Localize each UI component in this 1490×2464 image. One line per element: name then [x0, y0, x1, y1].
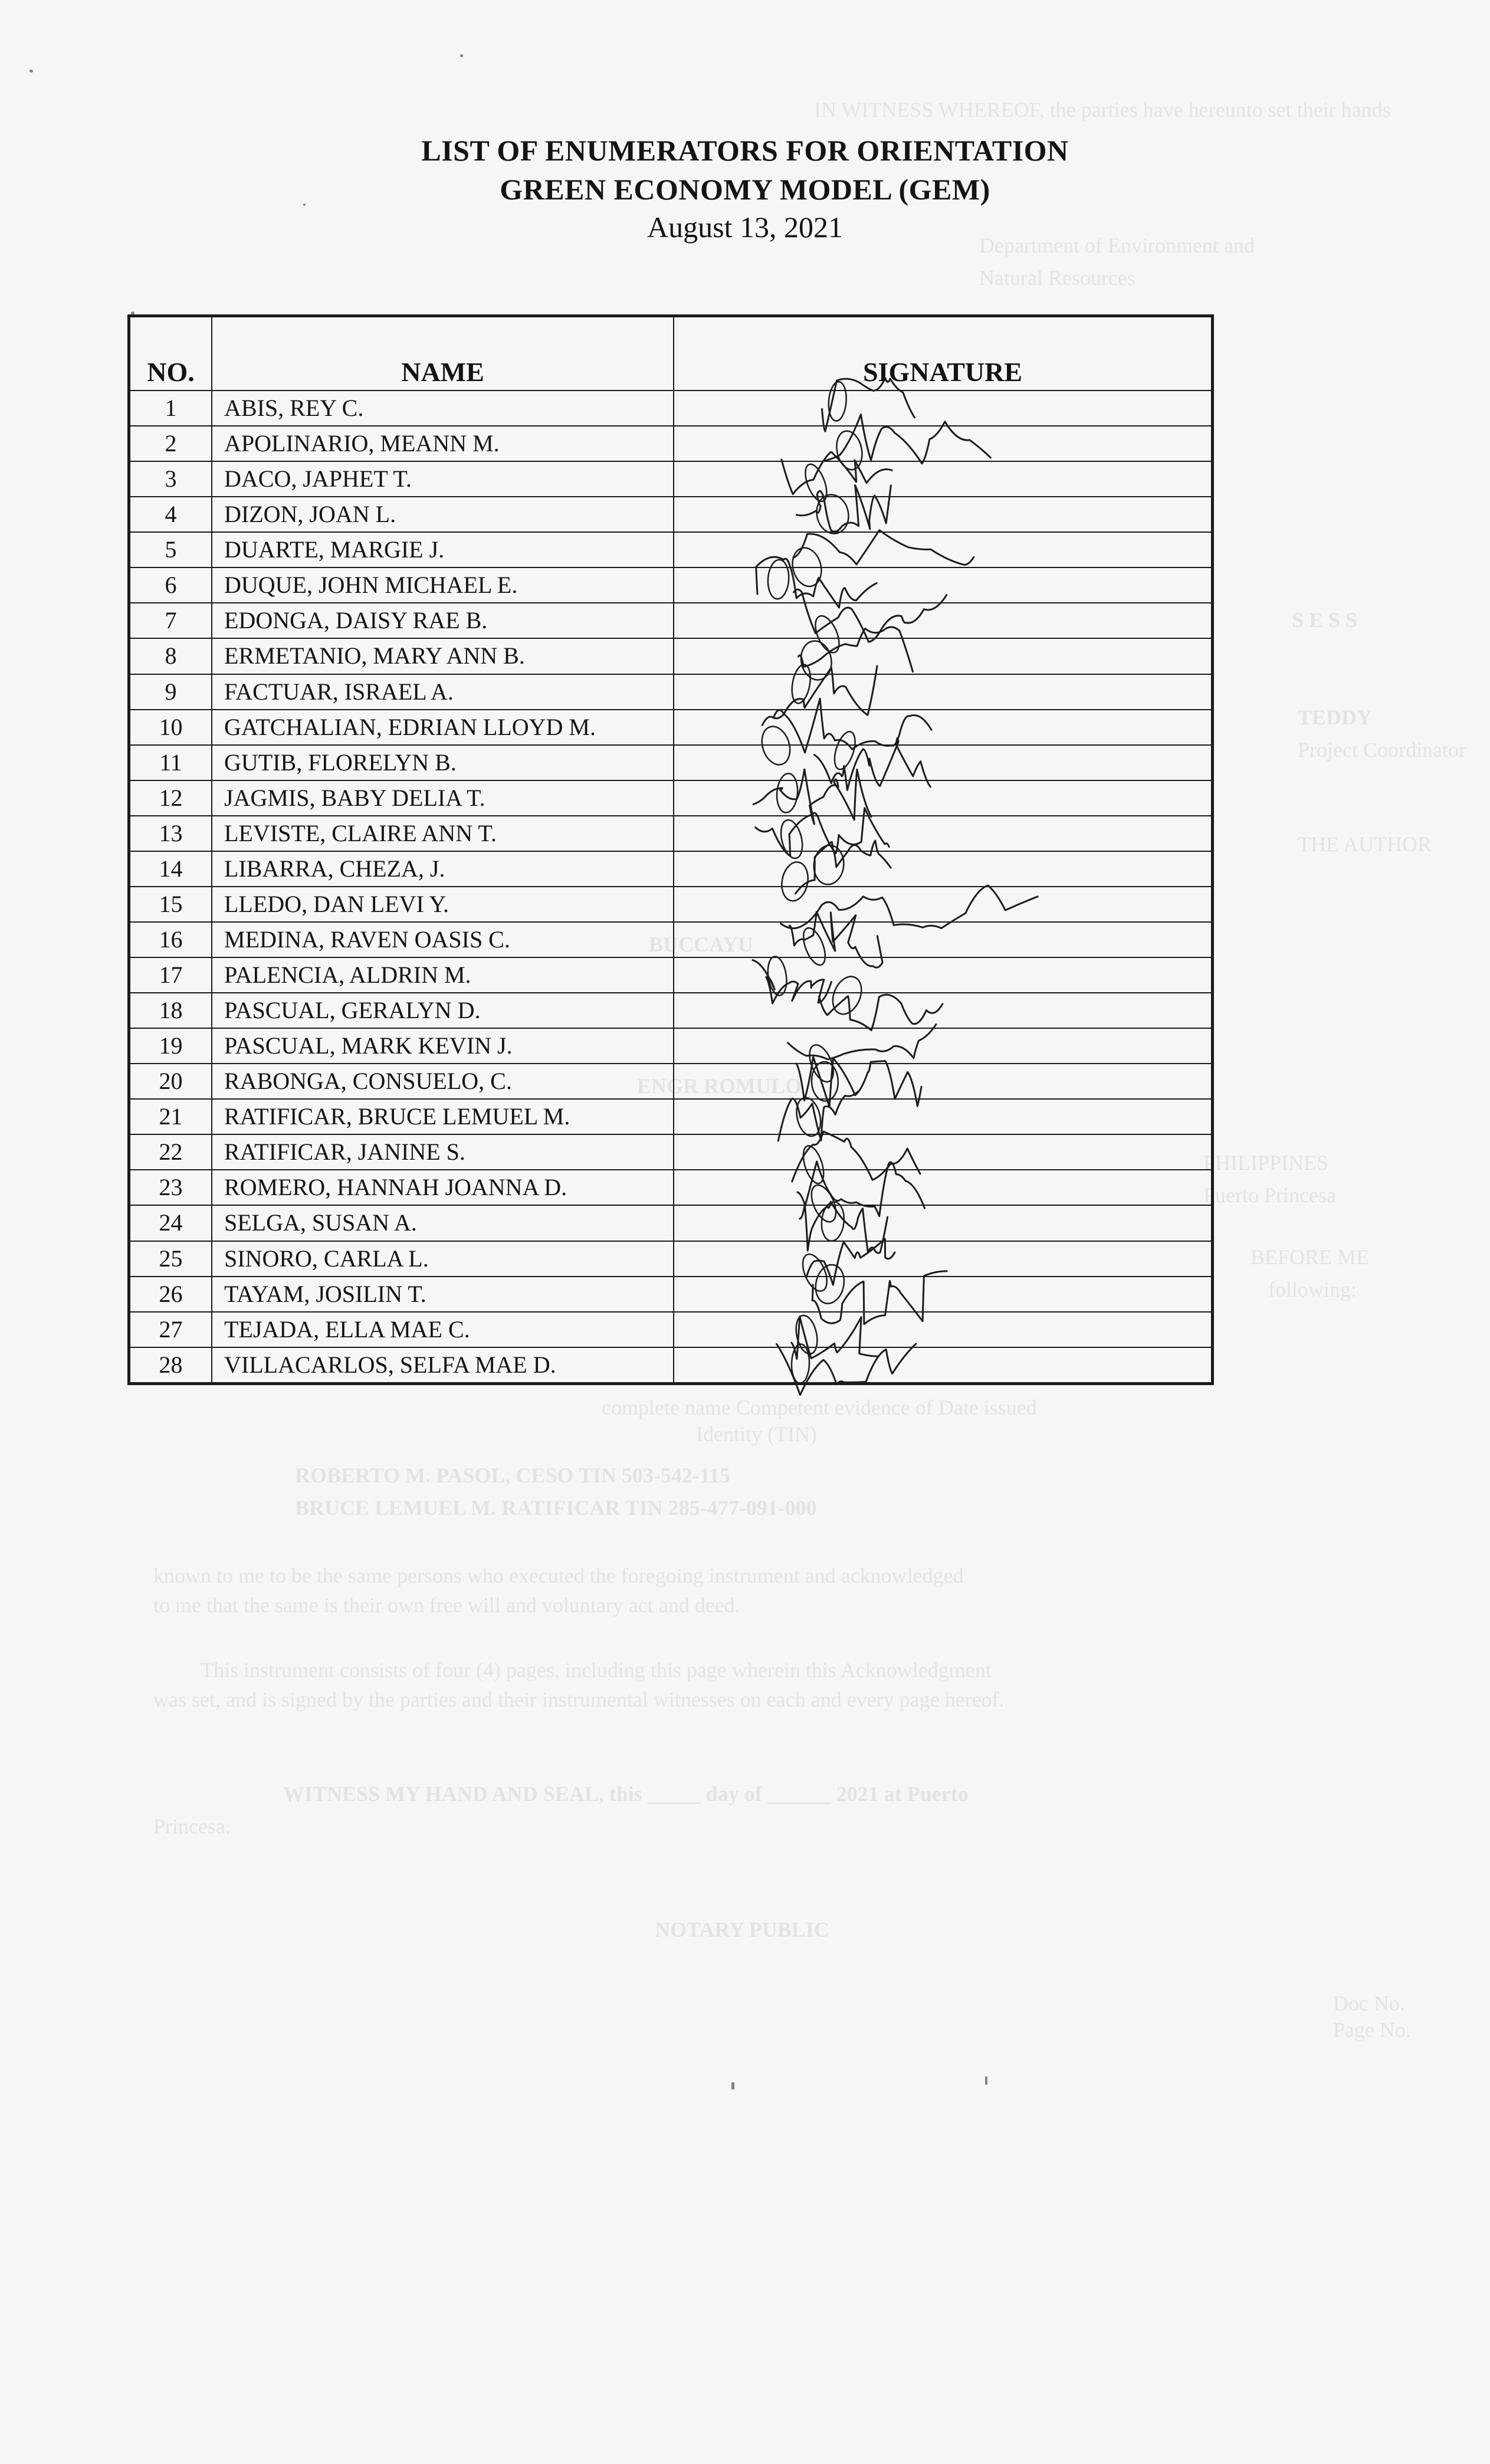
- signature-cell: [674, 567, 1212, 603]
- signature-cell: [674, 1028, 1212, 1064]
- row-number: 6: [130, 567, 212, 603]
- table-row: [130, 851, 1212, 887]
- enumerators-table: [127, 314, 1214, 1385]
- document-date: August 13, 2021: [647, 211, 843, 244]
- table-row: [130, 1064, 1212, 1099]
- row-number: 11: [130, 745, 212, 780]
- row-number: 28: [130, 1347, 212, 1383]
- signature-cell: [674, 391, 1212, 426]
- table-row: [130, 1099, 1212, 1134]
- row-number: 15: [130, 887, 212, 922]
- signature-cell: [674, 887, 1212, 922]
- row-number: 16: [130, 922, 212, 957]
- signature-cell: [674, 816, 1212, 851]
- table-row: [130, 567, 1212, 603]
- signature-cell: [674, 1347, 1212, 1383]
- table-row: [130, 1205, 1212, 1241]
- enumerator-name: TEJADA, ELLA MAE C.: [212, 1312, 674, 1347]
- table-row: [130, 922, 1212, 957]
- enumerator-name: LLEDO, DAN LEVI Y.: [212, 887, 674, 922]
- signature-cell: [674, 1205, 1212, 1241]
- enumerator-name: DIZON, JOAN L.: [212, 497, 674, 532]
- signature-cell: [674, 851, 1212, 887]
- enumerator-name: ABIS, REY C.: [212, 391, 674, 426]
- row-number: 17: [130, 957, 212, 993]
- enumerator-name: LIBARRA, CHEZA, J.: [212, 851, 674, 887]
- row-number: 7: [130, 603, 212, 638]
- signature-cell: [674, 426, 1212, 461]
- signature-cell: [674, 1170, 1212, 1205]
- signature-cell: [674, 1277, 1212, 1312]
- enumerator-name: GATCHALIAN, EDRIAN LLOYD M.: [212, 710, 674, 745]
- enumerator-name: DACO, JAPHET T.: [212, 461, 674, 497]
- document-subtitle: GREEN ECONOMY MODEL (GEM): [500, 173, 990, 206]
- table-row: [130, 745, 1212, 780]
- row-number: 5: [130, 532, 212, 567]
- signature-cell: [674, 497, 1212, 532]
- enumerator-name: RABONGA, CONSUELO, C.: [212, 1064, 674, 1099]
- header-name: NAME: [212, 317, 674, 391]
- document-page: IN WITNESS WHEREOF, the parties have hereunto set their hands Department of Environment and Natural Resources S E S S TEDDY Project Coordinator THE AUTHOR BUCCAYU ENGR ROMULO PHILIPPINES Puerto Princesa BEFORE ME following: complete name Competent evidence of Date issued Identity (TIN) ROBERTO M. PASOL, CESO TIN 503-542-115 BRUCE LEMUEL M. RATIFICAR TIN 285-477-091-000 known to me to be the same persons who executed the foregoing instrument and acknowledged to me that the same is their own free will and voluntary act and deed. This instrument consists of four (4) pages, including this page wherein this Acknowledgment was set, and is signed by the parties and their instrumental witnesses on each and every page hereof. WITNESS MY HAND AND SEAL, this _____ day of ______ 2021 at Puerto Princesa. NOTARY PUBLIC Doc No. Page No. LIST OF ENUMERATORS FOR ORIENTATION GREEN ECONOMY MODEL (GEM) August 13, 2021 NO. NAME SIGNATURE 1 ABIS, REY C. 2 APOLINARIO, MEANN M. 3 DACO, JAPHET T. 4 DIZON, JOAN L. 5 DUARTE, MARGIE J. 6 DUQUE, JOHN MICHAEL E. 7 EDONGA, DAISY RAE B. 8 ERMETANIO, MARY ANN B. 9 FACTUAR, ISRAEL A. 10 GATCHALIAN, EDRIAN LLOYD M. 11 GUTIB, FLORELYN B. 12 JAGMIS, BABY DELIA T. 13 LEVISTE, CLAIRE ANN T. 14 LIBARRA, CHEZA, J. 15 LLEDO, DAN LEVI Y. 16 MEDINA, RAVEN OASIS C. 17 PALENCIA, ALDRIN M. 18 PASCUAL, GERALYN D. 19 PASCUAL, MARK KEVIN J. 20 RABONGA, CONSUELO, C. 21 RATIFICAR, BRUCE LEMUEL M. 22 RATIFICAR, JANINE S. 23 ROMERO, HANNAH JOANNA D. 24 SELGA, SUSAN A. 25 SINORO, CARLA L. 26 TAYAM, JOSILIN T. 27 TEJADA, ELLA MAE C. 28 VILLACARLOS, SELFA MAE D.: [0, 0, 1490, 2464]
- table-row: [130, 1028, 1212, 1064]
- signature-cell: [674, 745, 1212, 780]
- table-body: [130, 391, 1212, 1383]
- row-number: 10: [130, 710, 212, 745]
- table-row: [130, 674, 1212, 710]
- row-number: 19: [130, 1028, 212, 1064]
- row-number: 4: [130, 497, 212, 532]
- table-row: [130, 1170, 1212, 1205]
- table-row: [130, 1312, 1212, 1347]
- signature-cell: [674, 1241, 1212, 1277]
- table-row: [130, 532, 1212, 567]
- row-number: 21: [130, 1099, 212, 1134]
- table-row: [130, 1277, 1212, 1312]
- row-number: 20: [130, 1064, 212, 1099]
- enumerator-name: PALENCIA, ALDRIN M.: [212, 957, 674, 993]
- signature-cell: [674, 780, 1212, 816]
- row-number: 9: [130, 674, 212, 710]
- table-row: [130, 461, 1212, 497]
- enumerator-name: ERMETANIO, MARY ANN B.: [212, 638, 674, 674]
- signature-cell: [674, 993, 1212, 1028]
- row-number: 23: [130, 1170, 212, 1205]
- table-row: [130, 780, 1212, 816]
- enumerator-name: PASCUAL, MARK KEVIN J.: [212, 1028, 674, 1064]
- enumerator-name: DUARTE, MARGIE J.: [212, 532, 674, 567]
- header-no: NO.: [130, 317, 212, 391]
- table-row: [130, 710, 1212, 745]
- enumerator-name: MEDINA, RAVEN OASIS C.: [212, 922, 674, 957]
- table-row: [130, 816, 1212, 851]
- table-row: [130, 391, 1212, 426]
- row-number: 26: [130, 1277, 212, 1312]
- row-number: 1: [130, 391, 212, 426]
- table-row: [130, 1134, 1212, 1170]
- row-number: 12: [130, 780, 212, 816]
- enumerator-name: RATIFICAR, JANINE S.: [212, 1134, 674, 1170]
- enumerator-name: LEVISTE, CLAIRE ANN T.: [212, 816, 674, 851]
- signature-cell: [674, 1064, 1212, 1099]
- row-number: 3: [130, 461, 212, 497]
- signature-cell: [674, 1134, 1212, 1170]
- row-number: 25: [130, 1241, 212, 1277]
- row-number: 2: [130, 426, 212, 461]
- table-row: [130, 993, 1212, 1028]
- enumerator-name: FACTUAR, ISRAEL A.: [212, 674, 674, 710]
- signature-cell: [674, 532, 1212, 567]
- table-row: [130, 957, 1212, 993]
- row-number: 13: [130, 816, 212, 851]
- signature-cell: [674, 461, 1212, 497]
- signature-cell: [674, 922, 1212, 957]
- table-row: [130, 603, 1212, 638]
- enumerator-name: APOLINARIO, MEANN M.: [212, 426, 674, 461]
- signature-cell: [674, 1312, 1212, 1347]
- row-number: 22: [130, 1134, 212, 1170]
- row-number: 8: [130, 638, 212, 674]
- signature-cell: [674, 638, 1212, 674]
- document-title: LIST OF ENUMERATORS FOR ORIENTATION: [421, 134, 1069, 167]
- enumerator-name: TAYAM, JOSILIN T.: [212, 1277, 674, 1312]
- table-row: [130, 1347, 1212, 1383]
- table-row: [130, 497, 1212, 532]
- enumerator-name: PASCUAL, GERALYN D.: [212, 993, 674, 1028]
- signature-cell: [674, 710, 1212, 745]
- header-signature: SIGNATURE: [674, 317, 1212, 391]
- signature-cell: [674, 1099, 1212, 1134]
- enumerator-name: GUTIB, FLORELYN B.: [212, 745, 674, 780]
- enumerator-name: RATIFICAR, BRUCE LEMUEL M.: [212, 1099, 674, 1134]
- row-number: 14: [130, 851, 212, 887]
- signature-cell: [674, 957, 1212, 993]
- table-row: [130, 887, 1212, 922]
- row-number: 18: [130, 993, 212, 1028]
- enumerator-name: ROMERO, HANNAH JOANNA D.: [212, 1170, 674, 1205]
- enumerator-name: SELGA, SUSAN A.: [212, 1205, 674, 1241]
- signature-cell: [674, 674, 1212, 710]
- table-row: [130, 638, 1212, 674]
- signature-cell: [674, 603, 1212, 638]
- table-row: [130, 426, 1212, 461]
- enumerator-name: EDONGA, DAISY RAE B.: [212, 603, 674, 638]
- row-number: 24: [130, 1205, 212, 1241]
- table-header-row: [130, 317, 1212, 391]
- enumerator-name: VILLACARLOS, SELFA MAE D.: [212, 1347, 674, 1383]
- table-row: [130, 1241, 1212, 1277]
- enumerator-name: DUQUE, JOHN MICHAEL E.: [212, 567, 674, 603]
- row-number: 27: [130, 1312, 212, 1347]
- enumerator-name: JAGMIS, BABY DELIA T.: [212, 780, 674, 816]
- enumerator-name: SINORO, CARLA L.: [212, 1241, 674, 1277]
